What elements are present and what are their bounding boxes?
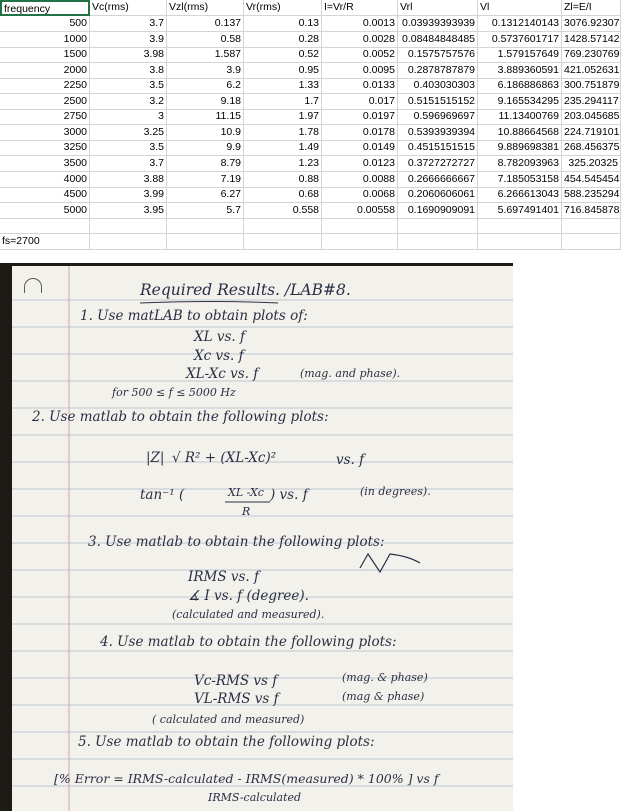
cell[interactable] — [478, 234, 562, 250]
table-cell[interactable]: 1000 — [0, 32, 90, 48]
s4-vl-note: (mag & phase) — [342, 690, 425, 703]
cell[interactable] — [322, 234, 398, 250]
table-cell[interactable]: 2500 — [0, 94, 90, 110]
header-cell[interactable]: I=Vr/R — [322, 0, 398, 16]
table-cell[interactable]: 0.0013 — [322, 16, 398, 32]
table-cell[interactable]: 0.28 — [244, 32, 322, 48]
table-cell[interactable]: 6.186886863 — [478, 78, 562, 94]
table-cell[interactable]: 2250 — [0, 78, 90, 94]
table-cell[interactable]: 4000 — [0, 172, 90, 188]
s1-heading: 1. Use matLAB to obtain plots of: — [80, 308, 308, 324]
table-cell[interactable]: 0.68 — [244, 187, 322, 203]
header-cell[interactable]: frequency — [0, 0, 90, 16]
s3-note: (calculated and measured). — [172, 608, 325, 621]
table-cell[interactable]: 1500 — [0, 47, 90, 63]
table-cell[interactable]: 300.751879 — [562, 78, 621, 94]
binder-hole — [24, 278, 42, 293]
s3-heading: 3. Use matlab to obtain the following plots: — [88, 534, 385, 550]
table-cell[interactable]: 11.13400769 — [478, 109, 562, 125]
header-cell[interactable]: Vc(rms) — [90, 0, 167, 16]
table-cell[interactable]: 0.0095 — [322, 63, 398, 79]
cell[interactable] — [90, 234, 167, 250]
table-cell[interactable]: 3.5 — [90, 140, 167, 156]
table-cell[interactable]: 2750 — [0, 109, 90, 125]
table-cell[interactable]: 0.5151515152 — [398, 94, 478, 110]
table-cell[interactable]: 3000 — [0, 125, 90, 141]
s1-item-xc: Xc vs. f — [194, 348, 244, 364]
table-cell[interactable]: 0.03939393939 — [398, 16, 478, 32]
table-cell[interactable]: 4500 — [0, 187, 90, 203]
s2-phase-note: (in degrees). — [360, 485, 431, 498]
table-row — [0, 47, 621, 63]
table-cell[interactable]: 3.889360591 — [478, 63, 562, 79]
s1-item-xl-xc: XL-Xc vs. f — [186, 366, 259, 382]
table-cell[interactable]: 9.889698381 — [478, 140, 562, 156]
cell[interactable] — [167, 218, 244, 234]
table-cell[interactable]: 0.58 — [167, 32, 244, 48]
table-cell[interactable]: 1.579157649 — [478, 47, 562, 63]
table-cell[interactable]: 0.5393939394 — [398, 125, 478, 141]
table-cell[interactable]: 6.2 — [167, 78, 244, 94]
table-cell[interactable]: 8.782093963 — [478, 156, 562, 172]
table-cell[interactable]: 6.27 — [167, 187, 244, 203]
table-cell[interactable]: 0.2060606061 — [398, 187, 478, 203]
table-cell[interactable]: 3.8 — [90, 63, 167, 79]
table-cell[interactable]: 0.2666666667 — [398, 172, 478, 188]
table-cell[interactable]: 0.0068 — [322, 187, 398, 203]
table-cell[interactable]: 454.545454 — [562, 172, 621, 188]
s4-note: ( calculated and measured) — [152, 713, 305, 726]
s5-heading: 5. Use matlab to obtain the following plots: — [78, 734, 375, 750]
header-cell[interactable]: Vrl — [398, 0, 478, 16]
table-cell[interactable]: 0.0178 — [322, 125, 398, 141]
cell[interactable] — [478, 218, 562, 234]
table-row — [0, 109, 621, 125]
table-cell[interactable]: 0.13 — [244, 16, 322, 32]
table-cell[interactable]: 5.7 — [167, 203, 244, 219]
table-row — [0, 156, 621, 172]
s5-denominator: IRMS-calculated — [208, 791, 302, 804]
table-cell[interactable]: 0.2878787879 — [398, 63, 478, 79]
table-cell[interactable]: 3250 — [0, 140, 90, 156]
table-cell[interactable]: 0.1312140143 — [478, 16, 562, 32]
table-cell[interactable]: 0.08484848485 — [398, 32, 478, 48]
table-cell[interactable]: 224.719101 — [562, 125, 621, 141]
notes-title: Required Results. /LAB#8. — [140, 281, 351, 299]
cell[interactable] — [322, 218, 398, 234]
table-cell[interactable]: 0.52 — [244, 47, 322, 63]
table-row — [0, 94, 621, 110]
table-cell[interactable]: 10.88664568 — [478, 125, 562, 141]
table-cell[interactable]: 3.88 — [90, 172, 167, 188]
cell[interactable] — [562, 218, 621, 234]
table-cell[interactable]: 588.235294 — [562, 187, 621, 203]
cell[interactable] — [0, 218, 90, 234]
table-cell[interactable]: 7.19 — [167, 172, 244, 188]
table-cell[interactable]: 2000 — [0, 63, 90, 79]
cell[interactable] — [398, 218, 478, 234]
table-row — [0, 125, 621, 141]
cell[interactable] — [90, 218, 167, 234]
s2-phase-label: tan⁻¹ ( — [140, 487, 185, 503]
table-cell[interactable]: 9.9 — [167, 140, 244, 156]
s2-phase-vs: ) vs. f — [270, 487, 308, 503]
table-cell[interactable]: 1.78 — [244, 125, 322, 141]
table-cell[interactable]: 5000 — [0, 203, 90, 219]
table-cell[interactable]: 1428.57142 — [562, 32, 621, 48]
table-cell[interactable]: 8.79 — [167, 156, 244, 172]
table-cell[interactable]: 0.95 — [244, 63, 322, 79]
s2-z-expression: √ R² + (XL-Xc)² — [172, 450, 277, 466]
table-cell[interactable]: 9.18 — [167, 94, 244, 110]
table-cell[interactable]: 3.98 — [90, 47, 167, 63]
table-cell[interactable]: 0.88 — [244, 172, 322, 188]
table-cell[interactable]: 5.697491401 — [478, 203, 562, 219]
s1-range: for 500 ≤ f ≤ 5000 Hz — [112, 386, 236, 399]
header-cell[interactable]: Vzl(rms) — [167, 0, 244, 16]
s4-vc: Vc-RMS vs f — [194, 673, 278, 689]
table-cell[interactable]: 3.7 — [90, 156, 167, 172]
cell[interactable] — [167, 234, 244, 250]
empty-row — [0, 218, 621, 234]
s2-z-vs: vs. f — [336, 452, 365, 468]
s1-note: (mag. and phase). — [300, 367, 401, 380]
table-row — [0, 32, 621, 48]
table-row — [0, 203, 621, 219]
table-row — [0, 140, 621, 156]
table-cell[interactable]: 0.0149 — [322, 140, 398, 156]
table-cell[interactable]: 6.266613043 — [478, 187, 562, 203]
table-row — [0, 187, 621, 203]
header-cell[interactable]: Vl — [478, 0, 562, 16]
table-cell[interactable]: 1.23 — [244, 156, 322, 172]
table-cell[interactable]: 769.230769 — [562, 47, 621, 63]
table-row — [0, 16, 621, 32]
table-cell[interactable]: 0.3727272727 — [398, 156, 478, 172]
table-cell[interactable]: 500 — [0, 16, 90, 32]
table-cell[interactable]: 0.558 — [244, 203, 322, 219]
cell[interactable] — [398, 234, 478, 250]
s4-heading: 4. Use matlab to obtain the following plots: — [100, 634, 397, 650]
cell[interactable] — [244, 234, 322, 250]
table-cell[interactable]: 1.33 — [244, 78, 322, 94]
header-cell[interactable]: Vr(rms) — [244, 0, 322, 16]
table-cell[interactable]: 7.185053158 — [478, 172, 562, 188]
header-row — [0, 0, 621, 16]
s2-phase-denominator: R — [242, 505, 251, 518]
table-cell[interactable]: 11.15 — [167, 109, 244, 125]
table-cell[interactable]: 0.1575757576 — [398, 47, 478, 63]
s3-angle: ∡ I vs. f (degree). — [188, 588, 309, 604]
notebook-photo — [0, 263, 513, 811]
table-cell[interactable]: 0.5737601717 — [478, 32, 562, 48]
table-cell[interactable]: 1.7 — [244, 94, 322, 110]
s2-phase-numerator: XL -Xc — [228, 486, 264, 499]
table-cell[interactable]: 0.00558 — [322, 203, 398, 219]
table-cell[interactable]: 0.0028 — [322, 32, 398, 48]
table-cell[interactable]: 10.9 — [167, 125, 244, 141]
table-cell[interactable]: 1.97 — [244, 109, 322, 125]
table-row — [0, 78, 621, 94]
table-cell[interactable]: 235.294117 — [562, 94, 621, 110]
s4-vc-note: (mag. & phase) — [342, 671, 428, 684]
table-row — [0, 172, 621, 188]
table-cell[interactable]: 3 — [90, 109, 167, 125]
cell[interactable] — [562, 234, 621, 250]
table-cell[interactable]: 3500 — [0, 156, 90, 172]
table-cell[interactable]: 0.0133 — [322, 78, 398, 94]
table-cell[interactable]: 716.845878 — [562, 203, 621, 219]
table-cell[interactable]: 3.2 — [90, 94, 167, 110]
table-cell[interactable]: 0.4515151515 — [398, 140, 478, 156]
cell[interactable] — [244, 218, 322, 234]
fs-note-cell[interactable]: fs=2700 — [0, 234, 90, 250]
table-cell[interactable]: 3.25 — [90, 125, 167, 141]
s1-item-xl: XL vs. f — [194, 329, 246, 345]
notebook-page — [12, 266, 513, 811]
table-cell[interactable]: 0.596969697 — [398, 109, 478, 125]
table-cell[interactable]: 0.0197 — [322, 109, 398, 125]
table-cell[interactable]: 3.5 — [90, 78, 167, 94]
table-cell[interactable]: 3.7 — [90, 16, 167, 32]
table-cell[interactable]: 3.95 — [90, 203, 167, 219]
s2-z-label: |Z| — [146, 450, 165, 466]
table-cell[interactable]: 0.1690909091 — [398, 203, 478, 219]
table-cell[interactable]: 3.99 — [90, 187, 167, 203]
table-cell[interactable]: 325.20325 — [562, 156, 621, 172]
s4-vl: VL-RMS vs f — [194, 691, 279, 707]
table-cell[interactable]: 3076.92307 — [562, 16, 621, 32]
table-row — [0, 63, 621, 79]
s2-heading: 2. Use matlab to obtain the following plots: — [32, 409, 329, 425]
table-cell[interactable]: 0.017 — [322, 94, 398, 110]
table-cell[interactable]: 0.0123 — [322, 156, 398, 172]
table-cell[interactable]: 421.052631 — [562, 63, 621, 79]
table-cell[interactable]: 1.587 — [167, 47, 244, 63]
table-cell[interactable]: 0.0052 — [322, 47, 398, 63]
table-cell[interactable]: 268.456375 — [562, 140, 621, 156]
table-cell[interactable]: 0.0088 — [322, 172, 398, 188]
table-cell[interactable]: 3.9 — [90, 32, 167, 48]
note-row — [0, 234, 621, 250]
table-cell[interactable]: 203.045685 — [562, 109, 621, 125]
table-cell[interactable]: 9.165534295 — [478, 94, 562, 110]
header-cell[interactable]: Zl=E/I — [562, 0, 621, 16]
table-cell[interactable]: 0.403030303 — [398, 78, 478, 94]
table-cell[interactable]: 0.137 — [167, 16, 244, 32]
s5-equation: [% Error = IRMS-calculated - IRMS(measured) * 100% ] vs f — [54, 771, 439, 786]
table-cell[interactable]: 1.49 — [244, 140, 322, 156]
table-cell[interactable]: 3.9 — [167, 63, 244, 79]
s3-irms: IRMS vs. f — [188, 569, 259, 585]
